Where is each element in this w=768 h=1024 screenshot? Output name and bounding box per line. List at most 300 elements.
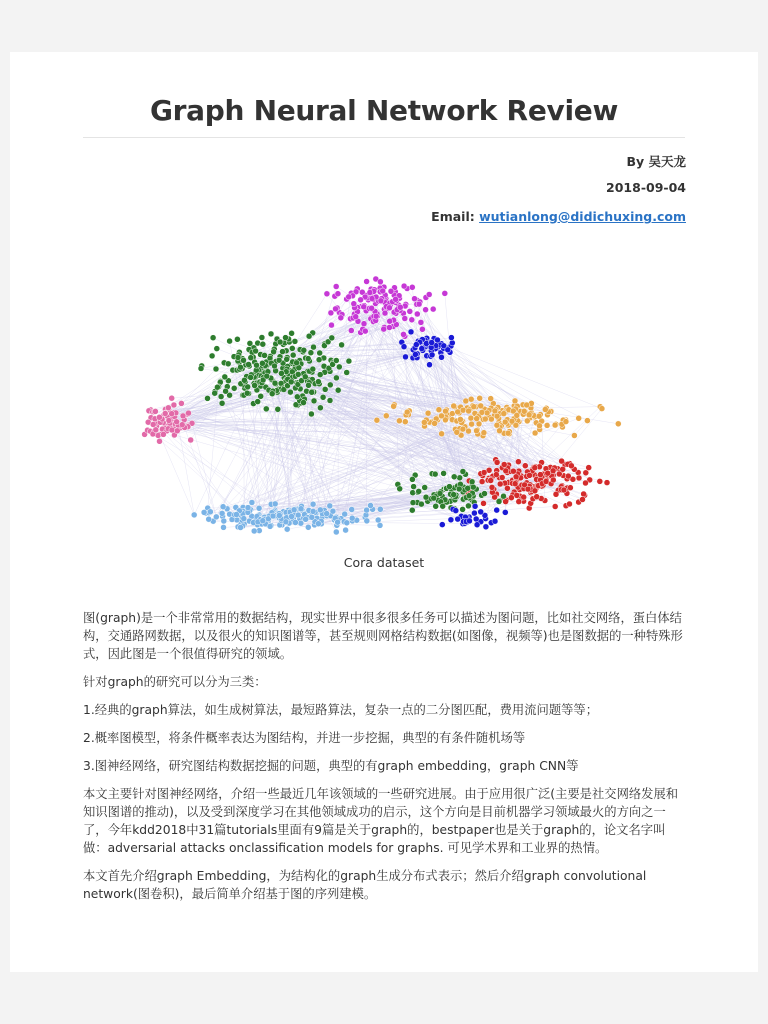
graph-node bbox=[451, 403, 457, 409]
graph-node bbox=[294, 394, 300, 400]
graph-node bbox=[180, 413, 186, 419]
graph-edge bbox=[371, 289, 511, 471]
graph-node bbox=[439, 413, 445, 419]
graph-node bbox=[442, 290, 448, 296]
graph-node bbox=[271, 349, 277, 355]
graph-node bbox=[162, 411, 168, 417]
graph-node bbox=[157, 438, 163, 444]
graph-node bbox=[401, 344, 407, 350]
graph-node bbox=[235, 355, 241, 361]
graph-node bbox=[448, 517, 454, 523]
graph-node bbox=[559, 458, 565, 464]
graph-node bbox=[171, 402, 177, 408]
graph-node bbox=[460, 469, 466, 475]
graph-node bbox=[502, 509, 508, 515]
graph-node bbox=[497, 481, 503, 487]
graph-node bbox=[488, 396, 494, 402]
graph-node bbox=[508, 495, 514, 501]
graph-node bbox=[344, 520, 350, 526]
graph-node bbox=[213, 366, 219, 372]
graph-node bbox=[571, 433, 577, 439]
graph-node bbox=[260, 518, 266, 524]
graph-node bbox=[380, 288, 386, 294]
graph-node bbox=[231, 385, 237, 391]
graph-node bbox=[481, 470, 487, 476]
email-label: Email: bbox=[431, 209, 475, 224]
graph-node bbox=[536, 413, 542, 419]
graph-node bbox=[483, 524, 489, 530]
graph-node bbox=[387, 318, 393, 324]
graph-node bbox=[513, 474, 519, 480]
graph-node bbox=[419, 326, 425, 332]
graph-node bbox=[412, 296, 418, 302]
graph-node bbox=[502, 419, 508, 425]
graph-node bbox=[374, 417, 380, 423]
graph-node bbox=[258, 393, 264, 399]
graph-node bbox=[497, 428, 503, 434]
graph-node bbox=[291, 507, 297, 513]
graph-node bbox=[166, 418, 172, 424]
graph-node bbox=[471, 404, 477, 410]
graph-node bbox=[373, 313, 379, 319]
graph-node bbox=[552, 504, 558, 510]
graph-node bbox=[353, 314, 359, 320]
graph-node bbox=[543, 479, 549, 485]
graph-node bbox=[333, 529, 339, 535]
graph-node bbox=[432, 471, 438, 477]
graph-node bbox=[522, 463, 528, 469]
graph-node bbox=[252, 383, 258, 389]
graph-node bbox=[563, 419, 569, 425]
graph-node bbox=[245, 505, 251, 511]
graph-node bbox=[377, 279, 383, 285]
graph-node bbox=[218, 394, 224, 400]
graph-node bbox=[369, 296, 375, 302]
graph-node bbox=[514, 492, 520, 498]
graph-node bbox=[416, 488, 422, 494]
graph-node bbox=[604, 480, 610, 486]
graph-node bbox=[388, 288, 394, 294]
graph-node bbox=[272, 501, 278, 507]
graph-node bbox=[576, 475, 582, 481]
graph-node bbox=[478, 509, 484, 515]
graph-node bbox=[451, 492, 457, 498]
graph-node bbox=[309, 389, 315, 395]
graph-node bbox=[292, 520, 298, 526]
graph-node bbox=[290, 352, 296, 358]
graph-node bbox=[409, 317, 415, 323]
cora-graph-figure bbox=[115, 252, 655, 552]
graph-node bbox=[423, 494, 429, 500]
graph-node bbox=[402, 316, 408, 322]
graph-node bbox=[343, 527, 349, 533]
graph-node bbox=[412, 351, 418, 357]
graph-node bbox=[289, 345, 295, 351]
graph-node bbox=[262, 352, 268, 358]
graph-node bbox=[534, 494, 540, 500]
graph-node bbox=[426, 292, 432, 298]
graph-node bbox=[249, 500, 255, 506]
graph-node bbox=[301, 347, 307, 353]
graph-node bbox=[492, 408, 498, 414]
graph-node bbox=[515, 459, 521, 465]
paragraph-categories-lead: 针对graph的研究可以分为三类： bbox=[83, 675, 267, 689]
graph-node bbox=[409, 476, 415, 482]
graph-node bbox=[488, 416, 494, 422]
graph-node bbox=[267, 523, 273, 529]
graph-node bbox=[524, 418, 530, 424]
email-link[interactable]: wutianlong@didichuxing.com bbox=[479, 209, 686, 224]
graph-node bbox=[460, 407, 466, 413]
graph-node bbox=[553, 491, 559, 497]
graph-node bbox=[333, 375, 339, 381]
graph-node bbox=[253, 348, 259, 354]
graph-node bbox=[367, 290, 373, 296]
graph-node bbox=[179, 422, 185, 428]
graph-node bbox=[276, 513, 282, 519]
graph-node bbox=[335, 519, 341, 525]
graph-node bbox=[430, 306, 436, 312]
date-line: 2018-09-04 bbox=[606, 180, 686, 195]
graph-node bbox=[431, 495, 437, 501]
graph-node bbox=[317, 350, 323, 356]
graph-node bbox=[510, 468, 516, 474]
graph-node bbox=[466, 493, 472, 499]
author-line: By 吴天龙 bbox=[626, 154, 686, 169]
graph-node bbox=[198, 366, 204, 372]
graph-node bbox=[383, 413, 389, 419]
graph-node bbox=[481, 500, 487, 506]
graph-node bbox=[188, 437, 194, 443]
graph-node bbox=[234, 336, 240, 342]
graph-node bbox=[391, 403, 397, 409]
graph-node bbox=[255, 399, 261, 405]
graph-node bbox=[221, 524, 227, 530]
graph-node bbox=[526, 412, 532, 418]
graph-node bbox=[403, 354, 409, 360]
graph-node bbox=[327, 398, 333, 404]
graph-node bbox=[397, 486, 403, 492]
graph-node bbox=[169, 411, 175, 417]
graph-node bbox=[425, 410, 431, 416]
graph-node bbox=[492, 518, 498, 524]
graph-node bbox=[457, 475, 463, 481]
graph-node bbox=[153, 427, 159, 433]
graph-node bbox=[445, 347, 451, 353]
graph-node bbox=[206, 516, 212, 522]
graph-node bbox=[552, 422, 558, 428]
graph-node bbox=[223, 388, 229, 394]
graph-node bbox=[381, 326, 387, 332]
graph-node bbox=[413, 342, 419, 348]
graph-node bbox=[214, 384, 220, 390]
graph-node bbox=[248, 374, 254, 380]
graph-node bbox=[268, 331, 274, 337]
graph-node bbox=[512, 398, 518, 404]
graph-node bbox=[260, 341, 266, 347]
graph-node bbox=[214, 346, 220, 352]
graph-node bbox=[306, 382, 312, 388]
graph-node bbox=[545, 470, 551, 476]
graph-node bbox=[411, 484, 417, 490]
graph-node bbox=[156, 414, 162, 420]
figure-caption: Cora dataset bbox=[343, 555, 425, 570]
graph-node bbox=[311, 344, 317, 350]
graph-node bbox=[537, 472, 543, 478]
graph-node bbox=[503, 499, 509, 505]
graph-node bbox=[440, 503, 446, 509]
graph-node bbox=[317, 372, 323, 378]
graph-node bbox=[396, 418, 402, 424]
graph-node bbox=[468, 396, 474, 402]
graph-node bbox=[418, 319, 424, 325]
graph-node bbox=[481, 430, 487, 436]
graph-node bbox=[210, 335, 216, 341]
graph-node bbox=[509, 418, 515, 424]
graph-node bbox=[346, 294, 352, 300]
graph-node bbox=[346, 358, 352, 364]
graph-node bbox=[339, 342, 345, 348]
graph-node bbox=[219, 400, 225, 406]
graph-node bbox=[278, 370, 284, 376]
graph-node bbox=[361, 321, 367, 327]
graph-node bbox=[453, 508, 459, 514]
graph-node bbox=[469, 479, 475, 485]
graph-node bbox=[439, 354, 445, 360]
graph-node bbox=[567, 485, 573, 491]
graph-node bbox=[474, 416, 480, 422]
graph-node bbox=[584, 418, 590, 424]
graph-node bbox=[186, 410, 192, 416]
graph-node bbox=[503, 468, 509, 474]
paragraph-intro: 图(graph)是一个非常常用的数据结构，现实世界中很多很多任务可以描述为图问题，比如社交网络，蛋白体结构，交通路网数据，以及很火的知识图谱等，甚至规则网格结构数据(如图像，视频等)也是图数据的一种特殊形式，因此图是一个很值得研究的领域。 bbox=[83, 611, 683, 661]
graph-node bbox=[269, 391, 275, 397]
graph-node bbox=[468, 415, 474, 421]
graph-node bbox=[407, 308, 413, 314]
graph-node bbox=[460, 426, 466, 432]
graph-node bbox=[512, 481, 518, 487]
graph-node bbox=[207, 509, 213, 515]
graph-node bbox=[494, 422, 500, 428]
graph-node bbox=[256, 505, 262, 511]
graph-node bbox=[241, 516, 247, 522]
graph-node bbox=[432, 420, 438, 426]
graph-node bbox=[401, 331, 407, 337]
graph-visualization bbox=[115, 252, 655, 552]
graph-node bbox=[272, 363, 278, 369]
graph-node bbox=[466, 428, 472, 434]
graph-node bbox=[423, 307, 429, 313]
graph-node bbox=[333, 306, 339, 312]
graph-node bbox=[369, 305, 375, 311]
graph-node bbox=[477, 395, 483, 401]
graph-node bbox=[565, 473, 571, 479]
graph-node bbox=[160, 431, 166, 437]
graph-node bbox=[441, 470, 447, 476]
graph-node bbox=[248, 355, 254, 361]
email-line bbox=[431, 209, 686, 224]
graph-node bbox=[227, 338, 233, 344]
graph-node bbox=[241, 377, 247, 383]
graph-node bbox=[205, 395, 211, 401]
graph-node bbox=[348, 328, 354, 334]
graph-node bbox=[362, 328, 368, 334]
graph-node bbox=[209, 353, 215, 359]
graph-node bbox=[504, 485, 510, 491]
graph-node bbox=[222, 374, 228, 380]
graph-node bbox=[439, 431, 445, 437]
graph-node bbox=[364, 518, 370, 524]
list-item-probabilistic: 2.概率图模型，将条件概率表达为图结构，并进一步挖掘，典型的有条件随机场等 bbox=[83, 731, 526, 745]
graph-node bbox=[277, 339, 283, 345]
graph-node bbox=[496, 499, 502, 505]
graph-node bbox=[165, 405, 171, 411]
article-body bbox=[83, 609, 688, 913]
graph-node bbox=[336, 364, 342, 370]
graph-node bbox=[446, 484, 452, 490]
graph-node bbox=[264, 373, 270, 379]
graph-node bbox=[289, 514, 295, 520]
graph-node bbox=[499, 475, 505, 481]
graph-node bbox=[410, 500, 416, 506]
graph-node bbox=[576, 415, 582, 421]
graph-node bbox=[550, 468, 556, 474]
graph-node bbox=[322, 386, 328, 392]
page-title: Graph Neural Network Review bbox=[149, 94, 619, 127]
graph-node bbox=[409, 284, 415, 290]
graph-node bbox=[471, 510, 477, 516]
graph-node bbox=[238, 364, 244, 370]
graph-node bbox=[377, 522, 383, 528]
graph-node bbox=[537, 423, 543, 429]
graph-node bbox=[460, 506, 466, 512]
graph-node bbox=[284, 356, 290, 362]
graph-node bbox=[455, 516, 461, 522]
graph-node bbox=[421, 419, 427, 425]
graph-node bbox=[561, 487, 567, 493]
graph-node bbox=[308, 350, 314, 356]
graph-node bbox=[397, 304, 403, 310]
graph-edge bbox=[170, 423, 235, 515]
graph-node bbox=[292, 338, 298, 344]
graph-node bbox=[416, 301, 422, 307]
graph-node bbox=[330, 508, 336, 514]
graph-node bbox=[521, 494, 527, 500]
graph-node bbox=[247, 340, 253, 346]
graph-node bbox=[303, 516, 309, 522]
graph-node bbox=[287, 389, 293, 395]
graph-node bbox=[305, 356, 311, 362]
graph-node bbox=[586, 465, 592, 471]
graph-node bbox=[152, 408, 158, 414]
graph-node bbox=[474, 428, 480, 434]
graph-edge bbox=[404, 286, 548, 473]
graph-node bbox=[335, 291, 341, 297]
graph-node bbox=[221, 518, 227, 524]
graph-edge bbox=[192, 423, 216, 517]
graph-node bbox=[364, 279, 370, 285]
graph-node bbox=[295, 512, 301, 518]
list-item-gnn: 3.图神经网络，研究图结构数据挖掘的问题，典型的有graph embedding，graph CNN等 bbox=[83, 759, 579, 773]
graph-node bbox=[233, 512, 239, 518]
graph-node bbox=[532, 488, 538, 494]
graph-node bbox=[542, 407, 548, 413]
graph-node bbox=[580, 497, 586, 503]
graph-node bbox=[201, 509, 207, 515]
graph-node bbox=[244, 390, 250, 396]
graph-node bbox=[474, 522, 480, 528]
graph-node bbox=[220, 504, 226, 510]
graph-node bbox=[320, 394, 326, 400]
graph-node bbox=[174, 419, 180, 425]
graph-node bbox=[387, 305, 393, 311]
graph-node bbox=[494, 507, 500, 513]
graph-node bbox=[327, 382, 333, 388]
graph-node bbox=[241, 357, 247, 363]
graph-edge bbox=[531, 407, 600, 408]
graph-node bbox=[466, 408, 472, 414]
graph-node bbox=[238, 525, 244, 531]
graph-node bbox=[311, 398, 317, 404]
graph-node bbox=[375, 517, 381, 523]
graph-node bbox=[414, 311, 420, 317]
title-divider bbox=[83, 137, 685, 138]
graph-node bbox=[550, 477, 556, 483]
graph-node bbox=[272, 380, 278, 386]
graph-node bbox=[465, 485, 471, 491]
graph-node bbox=[225, 361, 231, 367]
graph-node bbox=[246, 362, 252, 368]
graph-node bbox=[433, 503, 439, 509]
graph-node bbox=[377, 506, 383, 512]
graph-node bbox=[422, 485, 428, 491]
graph-node bbox=[301, 400, 307, 406]
graph-node bbox=[349, 515, 355, 521]
graph-node bbox=[219, 510, 225, 516]
graph-node bbox=[310, 501, 316, 507]
graph-node bbox=[305, 524, 311, 530]
graph-node bbox=[597, 478, 603, 484]
graph-node bbox=[329, 335, 335, 341]
graph-node bbox=[306, 333, 312, 339]
graph-node bbox=[467, 518, 473, 524]
graph-node bbox=[283, 519, 289, 525]
graph-node bbox=[174, 428, 180, 434]
graph-node bbox=[583, 480, 589, 486]
graph-node bbox=[494, 459, 500, 465]
graph-node bbox=[516, 499, 522, 505]
paragraph-outline: 本文首先介绍graph Embedding，为结构化的graph生成分布式表示；然后介绍graph convolutional network(图卷积)，最后简单介绍基于图的序列建模。 bbox=[83, 869, 647, 901]
graph-node bbox=[544, 422, 550, 428]
graph-node bbox=[560, 466, 566, 472]
graph-node bbox=[324, 511, 330, 517]
graph-node bbox=[429, 352, 435, 358]
graph-node bbox=[457, 416, 463, 422]
graph-node bbox=[304, 388, 310, 394]
list-item-classic: 1.经典的graph算法，如生成树算法，最短路算法，复杂一点的二分图匹配，费用流问题等等； bbox=[83, 703, 599, 717]
graph-node bbox=[419, 346, 425, 352]
graph-node bbox=[429, 340, 435, 346]
graph-node bbox=[344, 370, 350, 376]
graph-node bbox=[310, 366, 316, 372]
graph-node bbox=[298, 506, 304, 512]
graph-node bbox=[615, 421, 621, 427]
graph-node bbox=[423, 341, 429, 347]
graph-node bbox=[409, 507, 415, 513]
graph-node bbox=[283, 335, 289, 341]
graph-node bbox=[342, 511, 348, 517]
paragraph-focus: 本文主要针对图神经网络，介绍一些最近几年该领域的一些研究进展。由于应用很广泛(主要是社交网络发展和知识图谱的推动)，以及受到深度学习在其他领域成功的启示，这个方向是目前机器学习领域最火的方向之一了，今年kdd2018中31篇tutorials里面有9篇是关于graph的，bestpaper也是关于graph的，论文名字叫做：adversarial attacks onclassification models for graphs. 可见学术界和工业界的热情。 bbox=[83, 787, 679, 855]
